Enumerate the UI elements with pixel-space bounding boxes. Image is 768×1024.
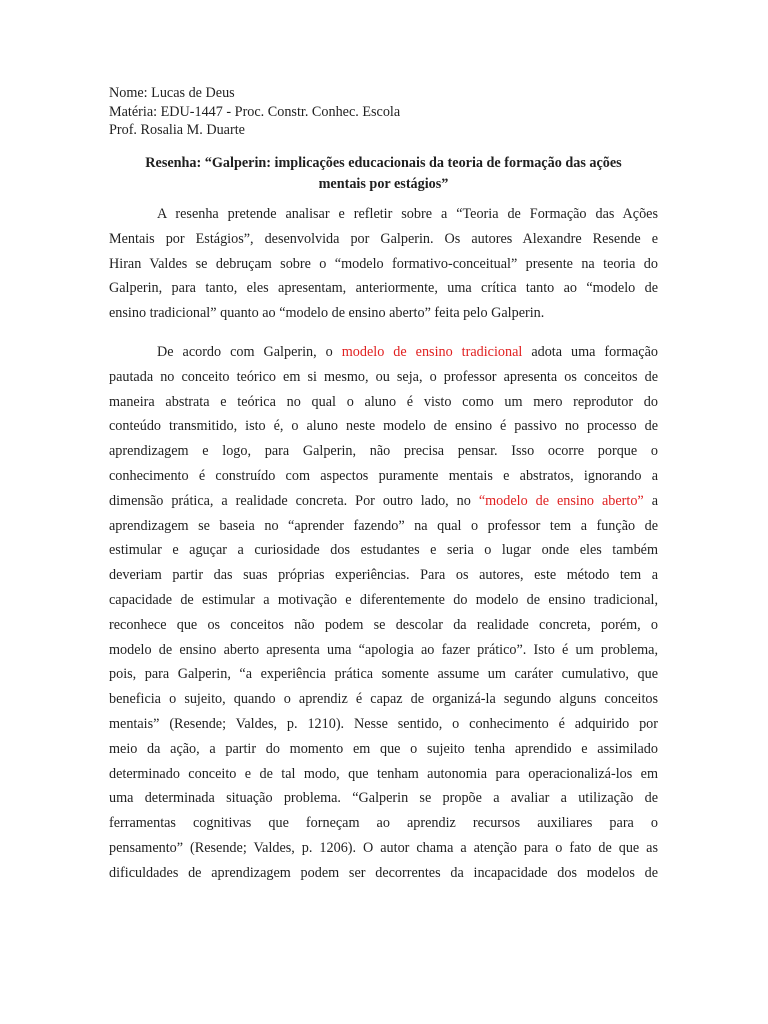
paragraph-line: mentais” (Resende; Valdes, p. 1210). Nesse sentido, o conhecimento é adquirido por	[109, 715, 658, 732]
paragraph-line: determinado conceito e de tal modo, que tenham autonomia para operacionalizá-los em	[109, 765, 658, 782]
paragraph-line: pensamento” (Resende; Valdes, p. 1206). O autor chama a atenção para o fato de que as	[109, 839, 658, 856]
title-line: Resenha: “Galperin: implicações educacionais da teoria de formação das ações	[145, 155, 622, 171]
paragraph-text: a	[643, 492, 658, 509]
paragraph-line: deveriam partir das suas próprias experiências. Para os autores, este método tem a	[109, 567, 658, 584]
paragraph-line: pois, para Galperin, “a experiência prática somente assume um caráter cumulativo, que	[109, 666, 658, 683]
paragraph-line: modelo de ensino aberto apresenta uma “apologia ao fazer prático”. Isto é um problema,	[109, 641, 658, 658]
paragraph-line: pautada no conceito teórico em si mesmo, ou seja, o professor apresenta os conceitos de	[109, 368, 658, 385]
paragraph-line: ferramentas cognitivas que forneçam ao aprendiz recursos auxiliares para o	[109, 815, 658, 832]
paragraph-line	[109, 489, 658, 514]
document-title	[109, 153, 658, 194]
paragraph-line: estimular e aguçar a curiosidade dos estudantes e seria o lugar onde eles também	[109, 542, 658, 559]
paragraph-line: maneira abstrata e teórica no qual o aluno é visto como um mero reprodutor do	[109, 393, 658, 410]
paragraph-line: Mentais por Estágios”, desenvolvida por Galperin. Os autores Alexandre Resende e	[109, 230, 658, 247]
paragraph-line: aprendizagem e logo, para Galperin, não precisa pensar. Isso ocorre porque o	[109, 443, 658, 460]
paragraph-line: capacidade de estimular a motivação e diferentemente do modelo de ensino tradicional,	[109, 591, 658, 608]
paragraph-line: dificuldades de aprendizagem podem ser decorrentes da incapacidade dos modelos de	[109, 864, 658, 881]
paragraph-line: Hiran Valdes se debruçam sobre o “modelo formativo-conceitual” presente na teoria do	[109, 255, 658, 272]
highlight-open-model: “modelo de ensino aberto”	[478, 492, 644, 509]
course-subject: Matéria: EDU-1447 - Proc. Constr. Conhec. Escola	[109, 103, 401, 120]
paragraph-line: conteúdo transmitido, isto é, o aluno neste modelo de ensino é passivo no processo de	[109, 418, 658, 435]
highlight-traditional-model: modelo de ensino tradicional	[341, 344, 523, 360]
document-header	[109, 84, 400, 140]
title-line: mentais por estágios”	[318, 175, 449, 192]
paragraph-introduction	[109, 202, 658, 326]
paragraph-text: De acordo com Galperin, o	[157, 344, 342, 360]
paragraph-line: Galperin, para tanto, eles apresentam, anteriormente, uma crítica tanto ao “modelo de	[109, 280, 658, 297]
paragraph-line	[109, 340, 658, 365]
paragraph-text: adota uma formação	[522, 344, 658, 360]
paragraph-line: conhecimento é construído com aspectos puramente mentais e abstratos, ignorando a	[109, 467, 658, 484]
paragraph-line: meio da ação, a partir do momento em que o sujeito tenha aprendido e assimilado	[109, 740, 658, 757]
paragraph-line: ensino tradicional” quanto ao “modelo de ensino aberto” feita pelo Galperin.	[109, 305, 545, 322]
paragraph-line: beneficia o sujeito, quando o aprendiz é capaz de organizá-la segundo alguns conceitos	[109, 691, 658, 708]
professor-name: Prof. Rosalia M. Duarte	[109, 122, 245, 138]
paragraph-line: aprendizagem se baseia no “aprender fazendo” na qual o professor tem a função de	[109, 517, 658, 534]
paragraph-text: dimensão prática, a realidade concreta. Por outro lado, no	[109, 492, 479, 509]
student-name: Nome: Lucas de Deus	[109, 85, 235, 101]
paragraph-line: uma determinada situação problema. “Galperin se propõe a avaliar a utilização de	[109, 790, 658, 807]
paragraph-analysis	[109, 340, 658, 886]
paragraph-line: A resenha pretende analisar e refletir sobre a “Teoria de Formação das Ações	[157, 206, 658, 222]
paragraph-line: reconhece que os conceitos não podem se descolar da realidade concreta, porém, o	[109, 616, 658, 633]
